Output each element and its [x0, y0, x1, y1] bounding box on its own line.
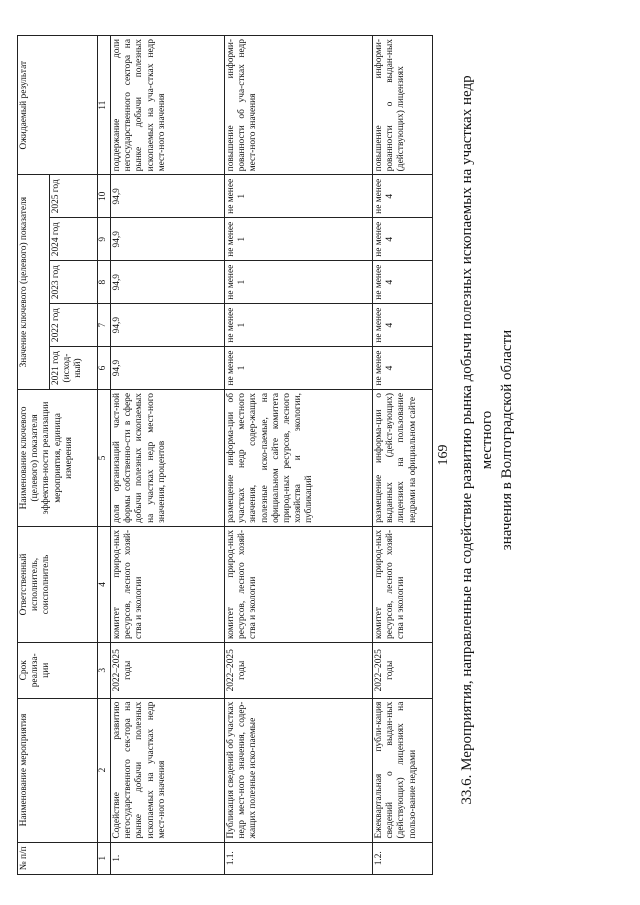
- header-year-2022: 2022 год: [50, 304, 98, 347]
- header-year-2024: 2024 год: [50, 218, 98, 261]
- measure-name: Публикация сведений об участках недр мест-ного значения, содер-жащих полезные иско-паемые: [225, 698, 373, 842]
- column-number-row: [98, 36, 111, 875]
- title-line-1: 33.6. Мероприятия, направленные на содействие развитию рынка добычи полезных ископаемых на участках недр местного: [459, 75, 495, 805]
- term-cell: 2022–2025 годы: [373, 642, 433, 698]
- value-2022: не менее 1: [225, 304, 373, 347]
- value-2023: не менее 1: [225, 261, 373, 304]
- header-term: Срок реализа-ции: [18, 642, 98, 698]
- header-year-2023: 2023 год: [50, 261, 98, 304]
- responsible-cell: комитет природ-ных ресурсов, лесного хозяй-ства и экологии: [111, 526, 225, 642]
- column-number: 2: [98, 698, 111, 842]
- column-number: 9: [98, 218, 111, 261]
- header-expected-result: Ожидаемый результат: [18, 36, 98, 175]
- header-indicator: Наименование ключевого (целевого) показателя эффектив-ности реализации мероприятия, единица измерения: [18, 390, 98, 527]
- header-year-2021: 2021 год (исход-ный): [50, 347, 98, 390]
- responsible-cell: комитет природ-ных ресурсов, лесного хозяй-ства и экологии: [373, 526, 433, 642]
- row-number: 1.: [111, 842, 225, 874]
- column-number: 8: [98, 261, 111, 304]
- column-number: 11: [98, 36, 111, 175]
- value-2021: не менее 1: [225, 347, 373, 390]
- value-2024: не менее 4: [373, 218, 433, 261]
- value-2025: не менее 1: [225, 175, 373, 218]
- value-2023: 94,9: [111, 261, 225, 304]
- row-number: 1.1.: [225, 842, 373, 874]
- header-number: № п/п: [18, 842, 98, 874]
- table-row: [225, 36, 373, 875]
- column-number: 7: [98, 304, 111, 347]
- value-2024: не менее 1: [225, 218, 373, 261]
- value-2025: не менее 4: [373, 175, 433, 218]
- value-2021: 94,9: [111, 347, 225, 390]
- title-line-2: значения в Волгоградской области: [499, 329, 515, 551]
- indicator-cell: размещение информа-ции об участках недр местного значения, содер-жащих полезные иско-паемые, на официальном сайте комитета природ-ных ресурсов, лесного хозяйства и экологии, публикаций: [225, 390, 373, 527]
- value-2022: 94,9: [111, 304, 225, 347]
- column-number: 4: [98, 526, 111, 642]
- responsible-cell: комитет природ-ных ресурсов, лесного хозяй-ства и экологии: [225, 526, 373, 642]
- value-2022: не менее 4: [373, 304, 433, 347]
- table-row: [111, 36, 225, 875]
- measure-name: Содействие развитию негосударственного сек-тора на рынке добычи полезных ископаемых на участках недр мест-ного значения: [111, 698, 225, 842]
- column-number: 3: [98, 642, 111, 698]
- value-2024: 94,9: [111, 218, 225, 261]
- value-2025: 94,9: [111, 175, 225, 218]
- indicator-cell: доля организаций част-ной формы собственно-сти в сфере добычи полезных ископаемых на участках недр мест-ного значения, процентов: [111, 390, 225, 527]
- term-cell: 2022–2025 годы: [111, 642, 225, 698]
- expected-result: поддержание доли негосударственного сектора на рынке добычи полезных ископаемых на уча-стках недр мест-ного значения: [111, 36, 225, 175]
- column-number: 5: [98, 390, 111, 527]
- expected-result: повышение информи-рованности о выдан-ных (действующих) лицензиях: [373, 36, 433, 175]
- header-measure-name: Наименование мероприятия: [18, 698, 98, 842]
- expected-result: повышение информи-рованности об уча-стках недр мест-ного значения: [225, 36, 373, 175]
- measure-name: Ежеквартальная публи-кация сведений о выдан-ных (действующих) лицензиях на пользо-вание недрами: [373, 698, 433, 842]
- value-2021: не менее 4: [373, 347, 433, 390]
- column-number: 6: [98, 347, 111, 390]
- row-number: 1.2.: [373, 842, 433, 874]
- header-responsible: Ответственный исполнитель, соисполнитель: [18, 526, 98, 642]
- column-number: 1: [98, 842, 111, 874]
- term-cell: 2022–2025 годы: [225, 642, 373, 698]
- indicator-cell: размещение информа-ции о выданных (дейст-вующих) лицензиях на пользование недрами на официальном сайте: [373, 390, 433, 527]
- value-2023: не менее 4: [373, 261, 433, 304]
- table-row: [373, 36, 433, 875]
- header-year-2025: 2025 год: [50, 175, 98, 218]
- header-indicator-values: Значение ключевого (целевого) показателя: [18, 175, 50, 390]
- column-number: 10: [98, 175, 111, 218]
- measures-table: [17, 35, 433, 875]
- page-number: 169: [436, 444, 451, 466]
- document-title: [457, 45, 517, 835]
